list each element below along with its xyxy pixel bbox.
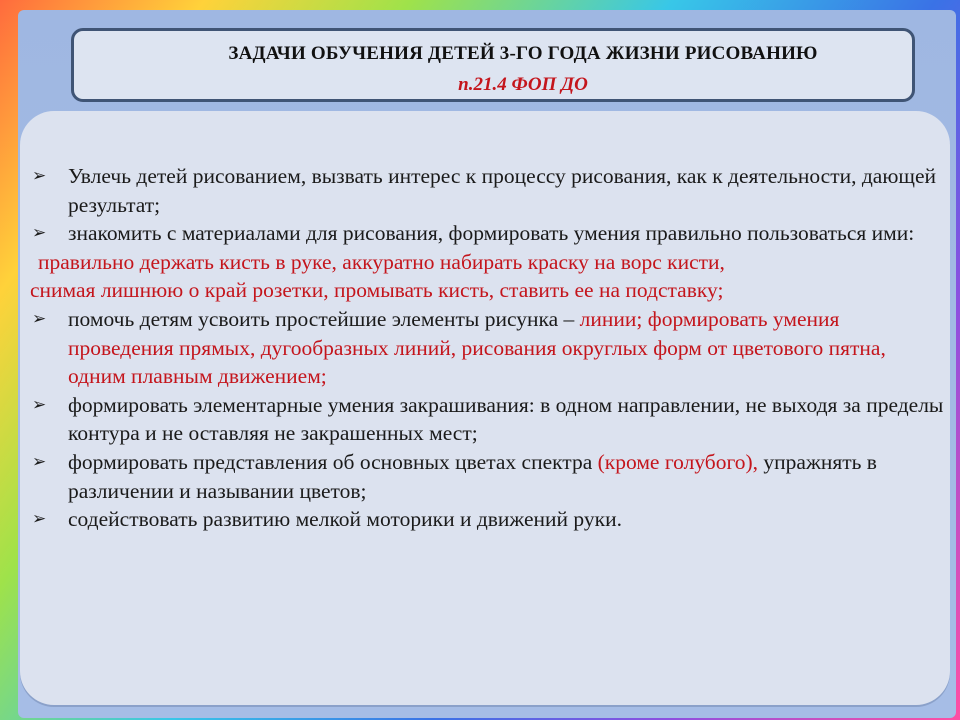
arrow-bullet-icon: ➢ bbox=[32, 166, 47, 186]
list-item bbox=[30, 448, 945, 505]
page-title: ЗАДАЧИ ОБУЧЕНИЯ ДЕТЕЙ 3-ГО ГОДА ЖИЗНИ РИСОВАНИЮ bbox=[228, 43, 818, 64]
list-item-text: Увлечь детей рисованием, вызвать интерес к процессу рисования, как к деятельности, дающей результат; bbox=[68, 164, 937, 217]
list-item bbox=[30, 505, 945, 534]
red-paragraph-line: правильно держать кисть в руке, аккуратно набирать краску на ворс кисти, bbox=[38, 249, 725, 274]
arrow-bullet-icon: ➢ bbox=[32, 223, 47, 244]
list-item-text: содействовать развитию мелкой моторики и движений руки. bbox=[68, 507, 622, 532]
red-paragraph-line: снимая лишнюю о край розетки, промывать кисть, ставить ее на подставку; bbox=[30, 278, 724, 303]
list-item bbox=[30, 391, 945, 448]
title-box bbox=[71, 28, 915, 102]
arrow-bullet-icon: ➢ bbox=[32, 451, 47, 472]
list-item-text: формировать элементарные умения закрашивания: в одном направлении, не выходя за пределы контура и не оставляя не закрашенных мест; bbox=[68, 392, 944, 446]
arrow-bullet-icon: ➢ bbox=[32, 394, 47, 415]
page-subtitle: п.21.4 ФОП ДО bbox=[458, 74, 588, 95]
list-item-text: формировать представления об основных цветах спектра bbox=[68, 449, 598, 474]
list-item-text-red: (кроме голубого), bbox=[597, 449, 759, 474]
list-item-text-red: линии; формировать умения проведения прямых, дугообразных линий, рисования округлых форм от цветового пятна, одним плавным движением; bbox=[68, 306, 886, 389]
list-item-text: упражнять в различении и назывании цветов; bbox=[68, 449, 877, 503]
list-item-text: знакомить с материалами для рисования, формировать умения правильно пользоваться ими: bbox=[68, 221, 915, 246]
arrow-bullet-icon: ➢ bbox=[32, 509, 47, 530]
red-paragraph bbox=[30, 248, 945, 305]
list-item bbox=[30, 305, 945, 391]
list-item bbox=[30, 219, 945, 248]
list-item-text: помочь детям усвоить простейшие элементы рисунка – bbox=[68, 306, 580, 331]
task-list bbox=[30, 162, 945, 534]
list-item bbox=[30, 162, 945, 219]
arrow-bullet-icon: ➢ bbox=[32, 308, 47, 329]
